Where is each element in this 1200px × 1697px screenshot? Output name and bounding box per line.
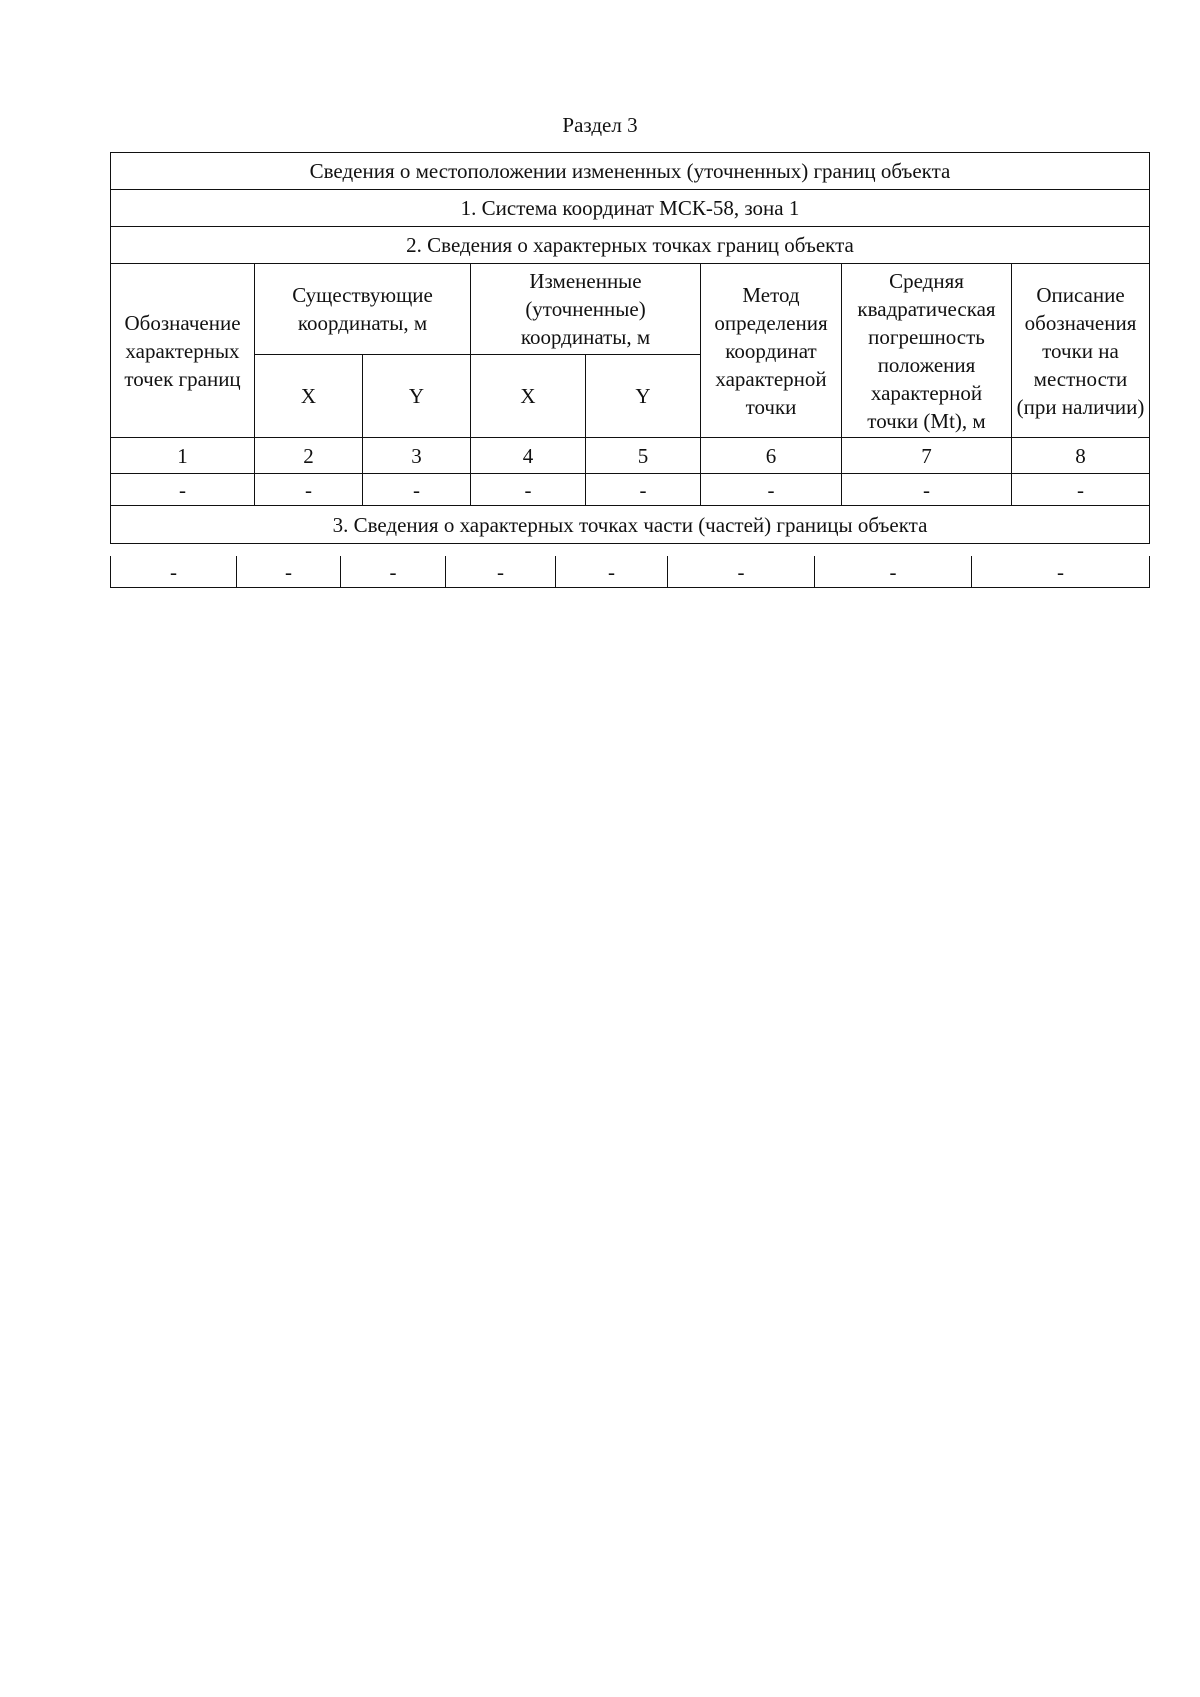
table-cell: - (237, 556, 341, 588)
table-cell: - (111, 556, 237, 588)
table-cell: - (341, 556, 446, 588)
column-header-changed-x: X (471, 355, 586, 438)
column-number: 1 (111, 438, 255, 474)
table-cell: - (815, 556, 972, 588)
part-points-table (110, 556, 1150, 588)
column-number: 2 (255, 438, 363, 474)
column-number: 4 (471, 438, 586, 474)
part-points-section-header: 3. Сведения о характерных точках части (частей) границы объекта (111, 506, 1150, 544)
column-header-mean-error: Средняя квадратическая погрешность положения характерной точки (Mt), м (842, 264, 1012, 438)
coordinate-system-header: 1. Система координат МСК-58, зона 1 (111, 190, 1150, 227)
table-cell: - (668, 556, 815, 588)
column-number: 8 (1012, 438, 1150, 474)
column-numbers-row (111, 438, 1150, 474)
points-section-header: 2. Сведения о характерных точках границ объекта (111, 227, 1150, 264)
column-header-description: Описание обозначения точки на местности (при наличии) (1012, 264, 1150, 438)
column-header-designation: Обозначение характерных точек границ (111, 264, 255, 438)
table-cell: - (586, 474, 701, 506)
table-cell: - (363, 474, 471, 506)
boundary-points-table (110, 152, 1150, 544)
table-cell: - (1012, 474, 1150, 506)
column-number: 3 (363, 438, 471, 474)
table-cell: - (701, 474, 842, 506)
table-cell: - (446, 556, 556, 588)
table-cell: - (111, 474, 255, 506)
table-cell: - (255, 474, 363, 506)
column-number: 7 (842, 438, 1012, 474)
table-title: Сведения о местоположении измененных (уточненных) границ объекта (111, 153, 1150, 190)
table-cell: - (556, 556, 668, 588)
table-cell: - (972, 556, 1150, 588)
column-header-existing-coordinates: Существующие координаты, м (255, 264, 471, 355)
column-header-existing-x: X (255, 355, 363, 438)
column-header-changed-coordinates: Измененные (уточненные) координаты, м (471, 264, 701, 355)
column-number: 5 (586, 438, 701, 474)
table-row (111, 556, 1150, 588)
column-number: 6 (701, 438, 842, 474)
column-header-changed-y: Y (586, 355, 701, 438)
table-row (111, 474, 1150, 506)
table-cell: - (842, 474, 1012, 506)
column-header-method: Метод определения координат характерной точки (701, 264, 842, 438)
table-cell: - (471, 474, 586, 506)
section-title: Раздел 3 (562, 113, 638, 137)
column-header-existing-y: Y (363, 355, 471, 438)
